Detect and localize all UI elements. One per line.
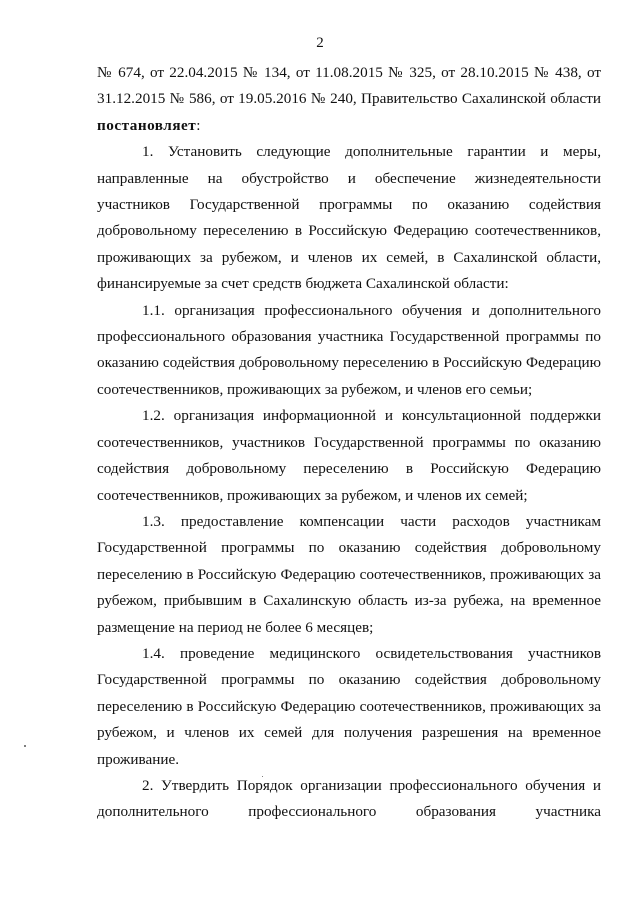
item-1-3: 1.3. предоставление компенсации части расходов участникам Государственной программы по оказанию содействия добровольному переселению в Российскую Федерацию соотечественников, проживающих за рубежом, прибывшим в Сахалинскую область из-за рубежа, на временное размещение на период не более 6 месяцев; — [97, 512, 601, 636]
intro-verb: постановляет — [97, 116, 197, 134]
document-body — [97, 60, 601, 826]
item-1-1: 1.1. организация профессионального обучения и дополнительного профессионального образования участника Государственной программы по оказанию содействия добровольному переселению в Российскую Федерацию соотечественников, проживающих за рубежом, и членов его семьи; — [97, 301, 601, 398]
intro-colon: : — [196, 116, 201, 134]
item-1: 1. Установить следующие дополнительные гарантии и меры, направленные на обустройство и обеспечение жизнедеятельности участников Государственной программы по оказанию содействия добровольному переселению в Российскую Федерацию соотечественников, проживающих за рубежом, и членов их семей, в Сахалинской области, финансируемые за счет средств бюджета Сахалинской области: — [97, 143, 601, 293]
intro-text: № 674, от 22.04.2015 № 134, от 11.08.2015 № 325, от 28.10.2015 № 438, от 31.12.2015 № 586, от 19.05.2016 № 240, Правительство Сахалинской области — [97, 64, 601, 108]
item-1-4: 1.4. проведение медицинского освидетельствования участников Государственной программы по оказанию содействия добровольному переселению в Российскую Федерацию соотечественников, проживающих за рубежом, и членов их семей для получения разрешения на временное проживание. — [97, 644, 601, 768]
intro-paragraph — [97, 60, 601, 139]
page-number: 2 — [316, 35, 324, 51]
item-2: 2. Утвердить Порядок организации профессионального обучения и дополнительного профессионального образования участника — [97, 776, 601, 821]
scan-speck — [262, 776, 263, 777]
scan-speck — [24, 745, 26, 747]
item-1-2: 1.2. организация информационной и консультационной поддержки соотечественников, участников Государственной программы по оказанию содействия добровольному переселению в Российскую Федерацию соотечественников, проживающих за рубежом, и членов их семей; — [97, 407, 601, 504]
